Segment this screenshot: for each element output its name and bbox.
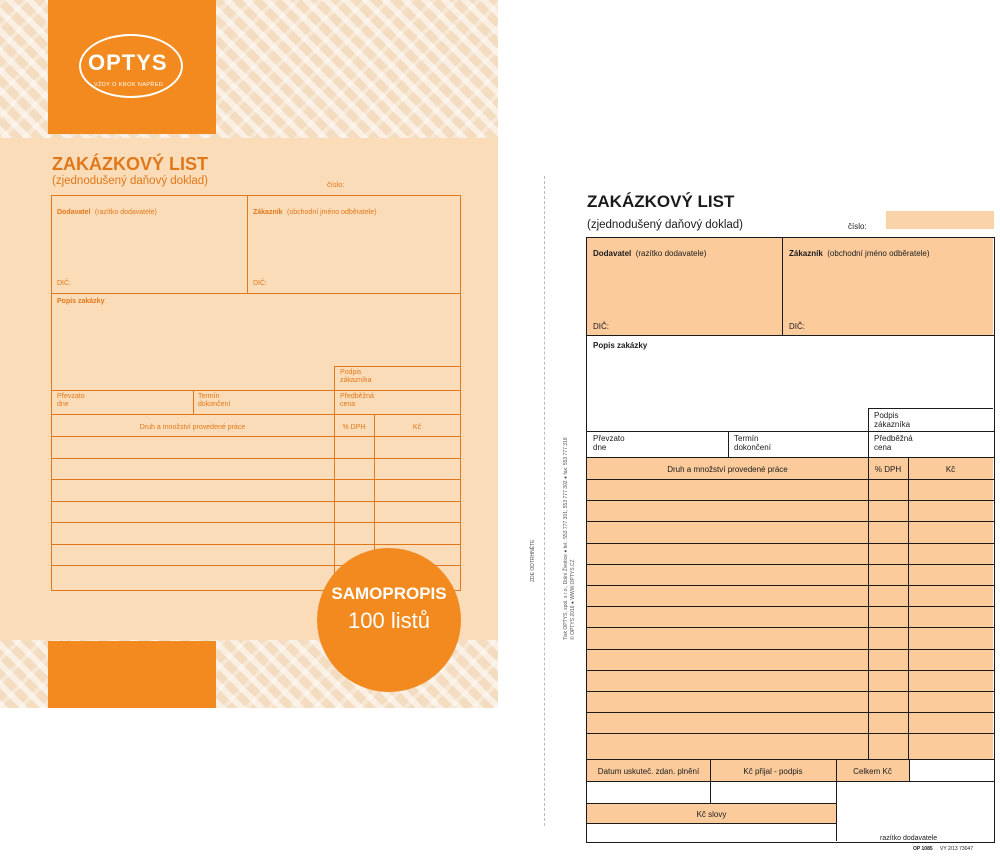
- celkem-kc-field[interactable]: Celkem Kč: [853, 767, 892, 776]
- dic-label: DIČ:: [789, 322, 805, 331]
- form-subtitle: (zjednodušený daňový doklad): [587, 219, 743, 231]
- termin-field[interactable]: Termín dokončení: [734, 434, 771, 452]
- table-row-line: [587, 585, 994, 586]
- predbezna-cena-field[interactable]: Předběžná cena: [874, 434, 913, 452]
- table-row-line: [51, 544, 461, 545]
- divider: [587, 781, 994, 782]
- pad-col-dph: % DPH: [342, 424, 366, 431]
- divider: [868, 408, 993, 409]
- badge-line-1: SAMOPROPIS: [331, 584, 447, 603]
- pad-divider: [51, 390, 461, 391]
- datum-plneni-field[interactable]: Datum uskuteč. zdan. plnění: [597, 767, 700, 776]
- item-table: [587, 457, 993, 759]
- pad-predbezna-label: Předběžná cena: [340, 393, 374, 408]
- form-code: OP 1085: [913, 846, 933, 852]
- table-row-line: [51, 458, 461, 459]
- table-row-line: [587, 649, 994, 650]
- pad-dic-label: DIČ:: [253, 280, 267, 287]
- kc-slovy-field[interactable]: Kč slovy: [696, 810, 727, 819]
- pad-popis-label: Popis zakázky: [57, 298, 105, 305]
- table-row-line: [587, 521, 994, 522]
- column-line: [868, 457, 869, 759]
- table-row-line: [587, 733, 994, 734]
- pad-dic-label: DIČ:: [57, 280, 71, 287]
- table-row-line: [587, 479, 994, 480]
- cut-here-text: ZDE ODTRHNĚTE: [530, 539, 536, 582]
- pad-divider: [51, 414, 461, 415]
- pad-podpis-label: Podpis zákazníka: [340, 369, 372, 384]
- divider: [728, 431, 729, 457]
- form-title: ZAKÁZKOVÝ LIST: [587, 192, 735, 211]
- divider: [782, 238, 783, 335]
- pad-dodavatel-label: Dodavatel (razítko dodavatele): [57, 209, 157, 216]
- column-line: [908, 457, 909, 759]
- dic-label: DIČ:: [593, 322, 609, 331]
- table-row-line: [587, 691, 994, 692]
- pad-col-kc: Kč: [412, 424, 422, 431]
- pad-form-title: ZAKÁZKOVÝ LIST: [52, 154, 208, 174]
- dodavatel-field[interactable]: Dodavatel (razítko dodavatele): [593, 249, 707, 258]
- brand-tagline: VŽDY O KROK NAPŘED: [94, 82, 164, 88]
- table-row-line: [51, 522, 461, 523]
- divider: [909, 759, 910, 781]
- pad-divider: [334, 366, 460, 367]
- col-druh-header: Druh a množství provedené práce: [667, 465, 788, 474]
- pad-divider: [193, 390, 194, 414]
- table-row-line: [587, 670, 994, 671]
- table-row-line: [51, 501, 461, 502]
- divider: [587, 431, 994, 432]
- table-row-line: [587, 627, 994, 628]
- cislo-label: číslo:: [848, 222, 867, 231]
- printer-info-text: Tisk OPTYS, spol. s r.o., Dolní Životice ● tel.: 553 777 301, 553 777 302 ● fax: 553 777 318: [563, 437, 569, 640]
- zakaznik-field[interactable]: Zákazník (obchodní jméno odběratele): [789, 249, 930, 258]
- table-row-line: [51, 436, 461, 437]
- divider: [587, 335, 994, 336]
- divider: [587, 457, 994, 458]
- pad-column-line: [334, 414, 335, 589]
- pad-termin-label: Termín dokončení: [198, 393, 231, 408]
- divider: [587, 823, 836, 824]
- pad-prevzato-label: Převzato dne: [57, 393, 85, 408]
- logo-band-bottom: [48, 641, 216, 708]
- table-row-line: [587, 564, 994, 565]
- razitko-dodavatele-label: razítko dodavatele: [880, 835, 938, 842]
- cislo-field[interactable]: [886, 211, 994, 229]
- pad-cislo-label: číslo:: [327, 180, 345, 189]
- col-kc-header: Kč: [945, 465, 956, 474]
- pad-zakaznik-label: Zákazník (obchodní jméno odběratele): [253, 209, 377, 216]
- col-dph-header: % DPH: [874, 465, 902, 474]
- kc-prijal-field[interactable]: Kč přijal - podpis: [743, 767, 803, 776]
- pad-col-druh: Druh a množství provedené práce: [139, 424, 246, 431]
- prevzato-field[interactable]: Převzato dne: [593, 434, 625, 452]
- form-code-small: VY 2/13 73047: [940, 846, 973, 852]
- pad-form-subtitle: (zjednodušený daňový doklad): [52, 175, 208, 187]
- badge-line-2: 100 listů: [348, 608, 430, 633]
- samopropis-badge: [317, 548, 461, 692]
- table-row-line: [51, 479, 461, 480]
- pad-divider: [51, 293, 461, 294]
- popis-zakazky-field[interactable]: Popis zakázky: [593, 341, 648, 350]
- pad-form-frame: [51, 195, 461, 591]
- table-row-line: [587, 543, 994, 544]
- perforation-line: [544, 176, 545, 826]
- podpis-zakaznika-field[interactable]: Podpis zákazníka: [874, 411, 911, 429]
- table-row-line: [587, 712, 994, 713]
- pad-divider: [247, 195, 248, 293]
- divider: [868, 408, 869, 457]
- table-row-line: [587, 606, 994, 607]
- web-info-text: © OPTYS 2016 ● WWW.OPTYS.CZ: [570, 559, 576, 640]
- table-row-line: [587, 500, 994, 501]
- brand-name: OPTYS: [88, 50, 168, 75]
